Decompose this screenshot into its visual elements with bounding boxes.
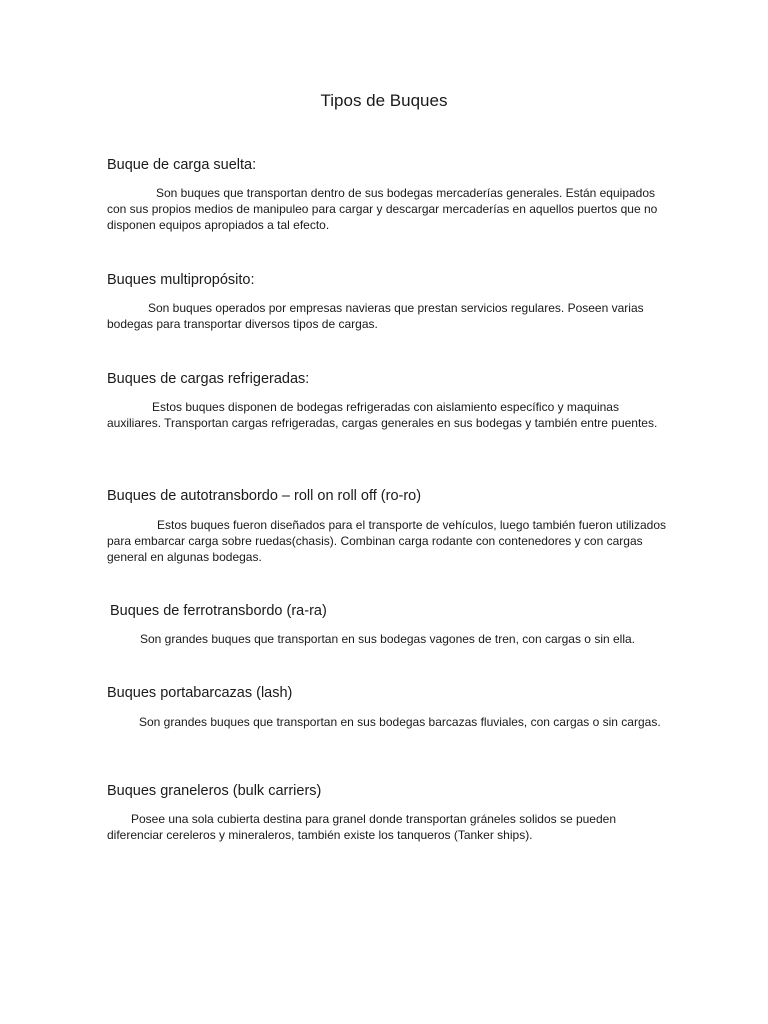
section-heading: Buques de autotransbordo – roll on roll off (ro-ro) [107,488,422,504]
section-cargas-refrigeradas [107,369,667,431]
section-lash [107,683,667,730]
section-ro-ro [107,486,667,565]
section-body: Estos buques disponen de bodegas refrigeradas con aislamiento específico y maquinas auxiliares. Transportan cargas refrigeradas, cargas generales en sus bodegas y también entre puentes. [107,400,658,430]
section-heading: Buques graneleros (bulk carriers) [107,783,322,799]
section-heading: Buques portabarcazas (lash) [107,685,293,701]
section-heading: Buques de cargas refrigeradas: [107,371,310,387]
section-ra-ra [110,601,670,647]
section-body: Son grandes buques que transportan en sus bodegas barcazas fluviales, con cargas o sin cargas. [139,715,661,729]
section-graneleros [107,781,667,843]
section-body: Son buques operados por empresas navieras que prestan servicios regulares. Poseen varias bodegas para transportar diversos tipos de cargas. [107,301,644,331]
document-title: Tipos de Buques [320,91,448,110]
section-heading: Buques de ferrotransbordo (ra-ra) [110,603,327,619]
section-body: Son buques que transportan dentro de sus bodegas mercaderías generales. Están equipados con sus propios medios de manipuleo para cargar y descargar mercaderías en aquellos puertos que no disponen equipos apropiados a tal efecto. [107,186,658,232]
section-multiproposito [107,270,667,332]
section-body: Posee una sola cubierta destina para granel donde transportan gráneles solidos se pueden diferenciar cereleros y mineraleros, también existe los tanqueros (Tanker ships). [107,812,617,842]
section-body: Son grandes buques que transportan en sus bodegas vagones de tren, con cargas o sin ella. [140,632,636,646]
section-body: Estos buques fueron diseñados para el transporte de vehículos, luego también fueron utilizados para embarcar carga sobre ruedas(chasis). Combinan carga rodante con contenedores y con cargas general en algunas bodegas. [107,518,666,564]
section-carga-suelta [107,155,667,233]
section-heading: Buque de carga suelta: [107,157,257,173]
section-heading: Buques multipropósito: [107,272,255,288]
